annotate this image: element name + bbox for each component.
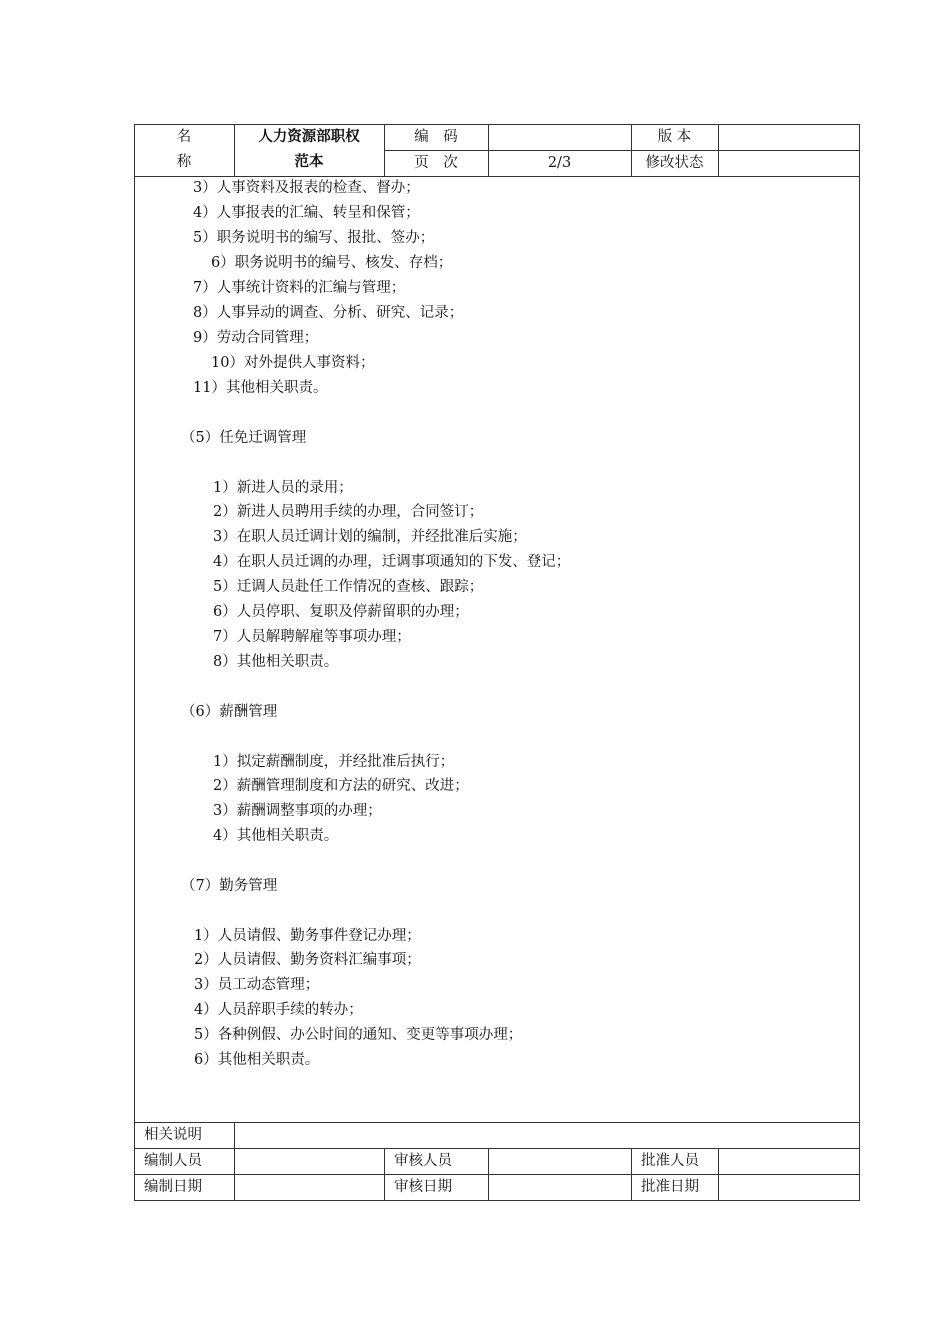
revision-label: 修改状态: [645, 155, 704, 171]
body-line: 10）对外提供人事资料；: [211, 355, 375, 371]
body-line: 3）员工动态管理；: [194, 977, 320, 993]
approved-by-label: 批准人员: [641, 1153, 699, 1169]
name-label-2: 称: [176, 154, 192, 170]
body-line: 3）人事资料及报表的检查、督办；: [193, 180, 420, 196]
body-line: 2）薪酬管理制度和方法的研究、改进；: [213, 778, 469, 794]
body-line: 5）职务说明书的编写、报批、签办；: [193, 230, 435, 246]
prepared-date-label: 编制日期: [144, 1179, 202, 1195]
page-number: 2/3: [547, 155, 572, 171]
body-line: 4）人事报表的汇编、转呈和保管；: [193, 205, 420, 221]
body-line: 3）在职人员迁调计划的编制，并经批准后实施；: [213, 529, 527, 545]
approved-date-label: 批准日期: [641, 1179, 699, 1195]
document-title-line-1: 人力资源部职权: [258, 129, 360, 145]
body-line: 7）人员解聘解雇等事项办理；: [213, 629, 411, 645]
version-label: 版 本: [657, 129, 692, 145]
body-line: 1）新进人员的录用；: [213, 480, 353, 496]
reviewed-by-value: [488, 1149, 631, 1174]
prepared-by-value: [234, 1149, 384, 1174]
section-heading: （7）勤务管理: [181, 878, 278, 894]
document-title-line-2: 范本: [294, 154, 324, 170]
approved-date-value: [718, 1175, 860, 1200]
body-line: 8）人事异动的调查、分析、研究、记录；: [193, 305, 464, 321]
approved-by-value: [718, 1149, 860, 1174]
body-line: 9）劳动合同管理；: [193, 330, 319, 346]
body-line: 5）各种例假、办公时间的通知、变更等事项办理；: [194, 1027, 523, 1043]
body-line: 6）人员停职、复职及停薪留职的办理；: [213, 604, 469, 620]
body-line: 4）其他相关职责。: [213, 828, 339, 844]
body-line: 1）拟定薪酬制度，并经批准后执行；: [213, 754, 455, 770]
code-label: 编 码: [414, 129, 458, 145]
version-value: [718, 125, 860, 150]
body-line: 11）其他相关职责。: [193, 380, 328, 396]
section-heading: （5）任免迁调管理: [181, 430, 307, 446]
prepared-date-value: [234, 1175, 384, 1200]
body-line: 4）在职人员迁调的办理，迁调事项通知的下发、登记；: [213, 554, 571, 570]
reviewed-date-value: [488, 1175, 631, 1200]
body-line: 4）人员辞职手续的转办；: [194, 1002, 363, 1018]
body-line: 7）人事统计资料的汇编与管理；: [193, 280, 406, 296]
body-line: 8）其他相关职责。: [213, 654, 339, 670]
body-line: 6）职务说明书的编号、核发、存档；: [211, 255, 453, 271]
prepared-by-label: 编制人员: [144, 1153, 202, 1169]
body-line: 1）人员请假、勤务事件登记办理；: [194, 928, 421, 944]
body-line: 2）新进人员聘用手续的办理，合同签订；: [213, 504, 484, 520]
page-label: 页 次: [414, 155, 458, 171]
body-line: 6）其他相关职责。: [194, 1052, 320, 1068]
body-line: 2）人员请假、勤务资料汇编事项；: [194, 952, 421, 968]
code-value: [488, 125, 631, 150]
reviewed-by-label: 审核人员: [394, 1153, 452, 1169]
notes-value: [234, 1123, 860, 1148]
section-heading: （6）薪酬管理: [181, 704, 278, 720]
body-line: 5）迁调人员赴任工作情况的查核、跟踪；: [213, 579, 484, 595]
body-line: 3）薪酬调整事项的办理；: [213, 803, 382, 819]
reviewed-date-label: 审核日期: [394, 1179, 452, 1195]
notes-label: 相关说明: [144, 1127, 202, 1143]
name-label-1: 名: [176, 129, 192, 145]
revision-value: [718, 151, 860, 176]
